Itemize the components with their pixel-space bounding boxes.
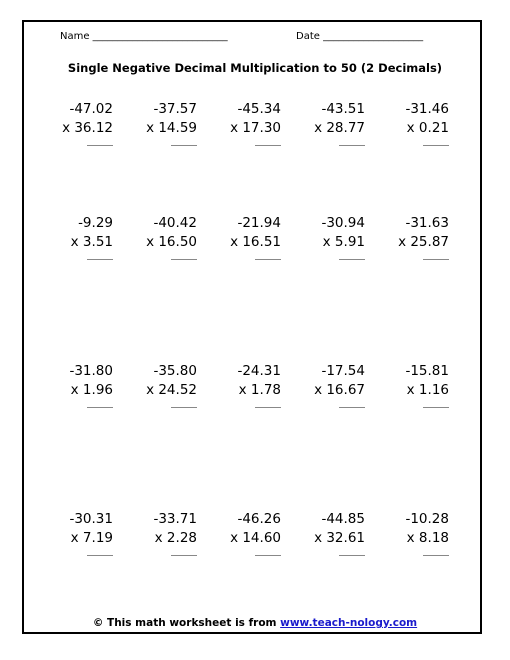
problem-row-2 [40,214,460,274]
answer-line [171,145,197,146]
multiplier: x 1.16 [406,382,449,398]
answer-line [255,145,281,146]
multiplier: x 3.51 [70,234,113,250]
problem [124,362,208,422]
multiplier: x 32.61 [314,530,365,546]
multiplicand: -47.02 [69,101,113,117]
multiplier: x 24.52 [146,382,197,398]
multiplicand: -35.80 [153,363,197,379]
problem [376,100,460,160]
multiplier: x 14.60 [230,530,281,546]
multiplicand: -45.34 [237,101,281,117]
multiplicand: -46.26 [237,511,281,527]
problem-row-1 [40,100,460,160]
problems-grid [40,0,460,620]
multiplier: x 5.91 [322,234,365,250]
problem-row-4 [40,510,460,570]
name-field-label: Name ___________________________ [60,31,228,42]
multiplier: x 7.19 [70,530,113,546]
problem [40,214,124,274]
multiplicand: -40.42 [153,215,197,231]
problem [292,100,376,160]
problem [40,100,124,160]
multiplier: x 16.67 [314,382,365,398]
problem [40,510,124,570]
problem [292,214,376,274]
multiplier: x 1.78 [238,382,281,398]
answer-line [423,259,449,260]
answer-line [339,145,365,146]
multiplicand: -31.80 [69,363,113,379]
problem [124,510,208,570]
answer-line [423,407,449,408]
problem [376,510,460,570]
answer-line [339,555,365,556]
answer-line [339,407,365,408]
multiplicand: -15.81 [405,363,449,379]
problem [124,214,208,274]
multiplicand: -43.51 [321,101,365,117]
multiplier: x 25.87 [398,234,449,250]
answer-line [87,407,113,408]
multiplicand: -30.31 [69,511,113,527]
multiplicand: -30.94 [321,215,365,231]
problem [292,510,376,570]
problem [376,214,460,274]
footer-copyright-text: © This math worksheet is from [92,617,281,629]
multiplier: x 28.77 [314,120,365,136]
multiplicand: -31.46 [405,101,449,117]
multiplier: x 14.59 [146,120,197,136]
problem [208,510,292,570]
multiplicand: -44.85 [321,511,365,527]
multiplier: x 16.51 [230,234,281,250]
answer-line [255,555,281,556]
answer-line [87,145,113,146]
problem [292,362,376,422]
multiplicand: -31.63 [405,215,449,231]
answer-line [255,259,281,260]
answer-line [171,407,197,408]
multiplier: x 1.96 [70,382,113,398]
footer-link[interactable]: www.teach-nology.com [280,617,418,629]
multiplicand: -24.31 [237,363,281,379]
problem [40,362,124,422]
answer-line [87,259,113,260]
multiplier: x 17.30 [230,120,281,136]
problem [208,100,292,160]
answer-line [255,407,281,408]
answer-line [171,555,197,556]
multiplicand: -21.94 [237,215,281,231]
multiplicand: -37.57 [153,101,197,117]
answer-line [171,259,197,260]
problem [124,100,208,160]
worksheet-title: Single Negative Decimal Multiplication to 50 (2 Decimals) [67,61,443,75]
answer-line [339,259,365,260]
multiplier: x 16.50 [146,234,197,250]
multiplier: x 0.21 [406,120,449,136]
multiplier: x 36.12 [62,120,113,136]
multiplicand: -33.71 [153,511,197,527]
multiplier: x 8.18 [406,530,449,546]
problem [376,362,460,422]
multiplicand: -17.54 [321,363,365,379]
footer [0,617,510,629]
answer-line [423,555,449,556]
problem [208,362,292,422]
problem [208,214,292,274]
answer-line [87,555,113,556]
problem-row-3 [40,362,460,422]
date-field-label: Date ____________________ [296,31,424,42]
multiplicand: -9.29 [78,215,113,231]
multiplicand: -10.28 [405,511,449,527]
multiplier: x 2.28 [154,530,197,546]
answer-line [423,145,449,146]
